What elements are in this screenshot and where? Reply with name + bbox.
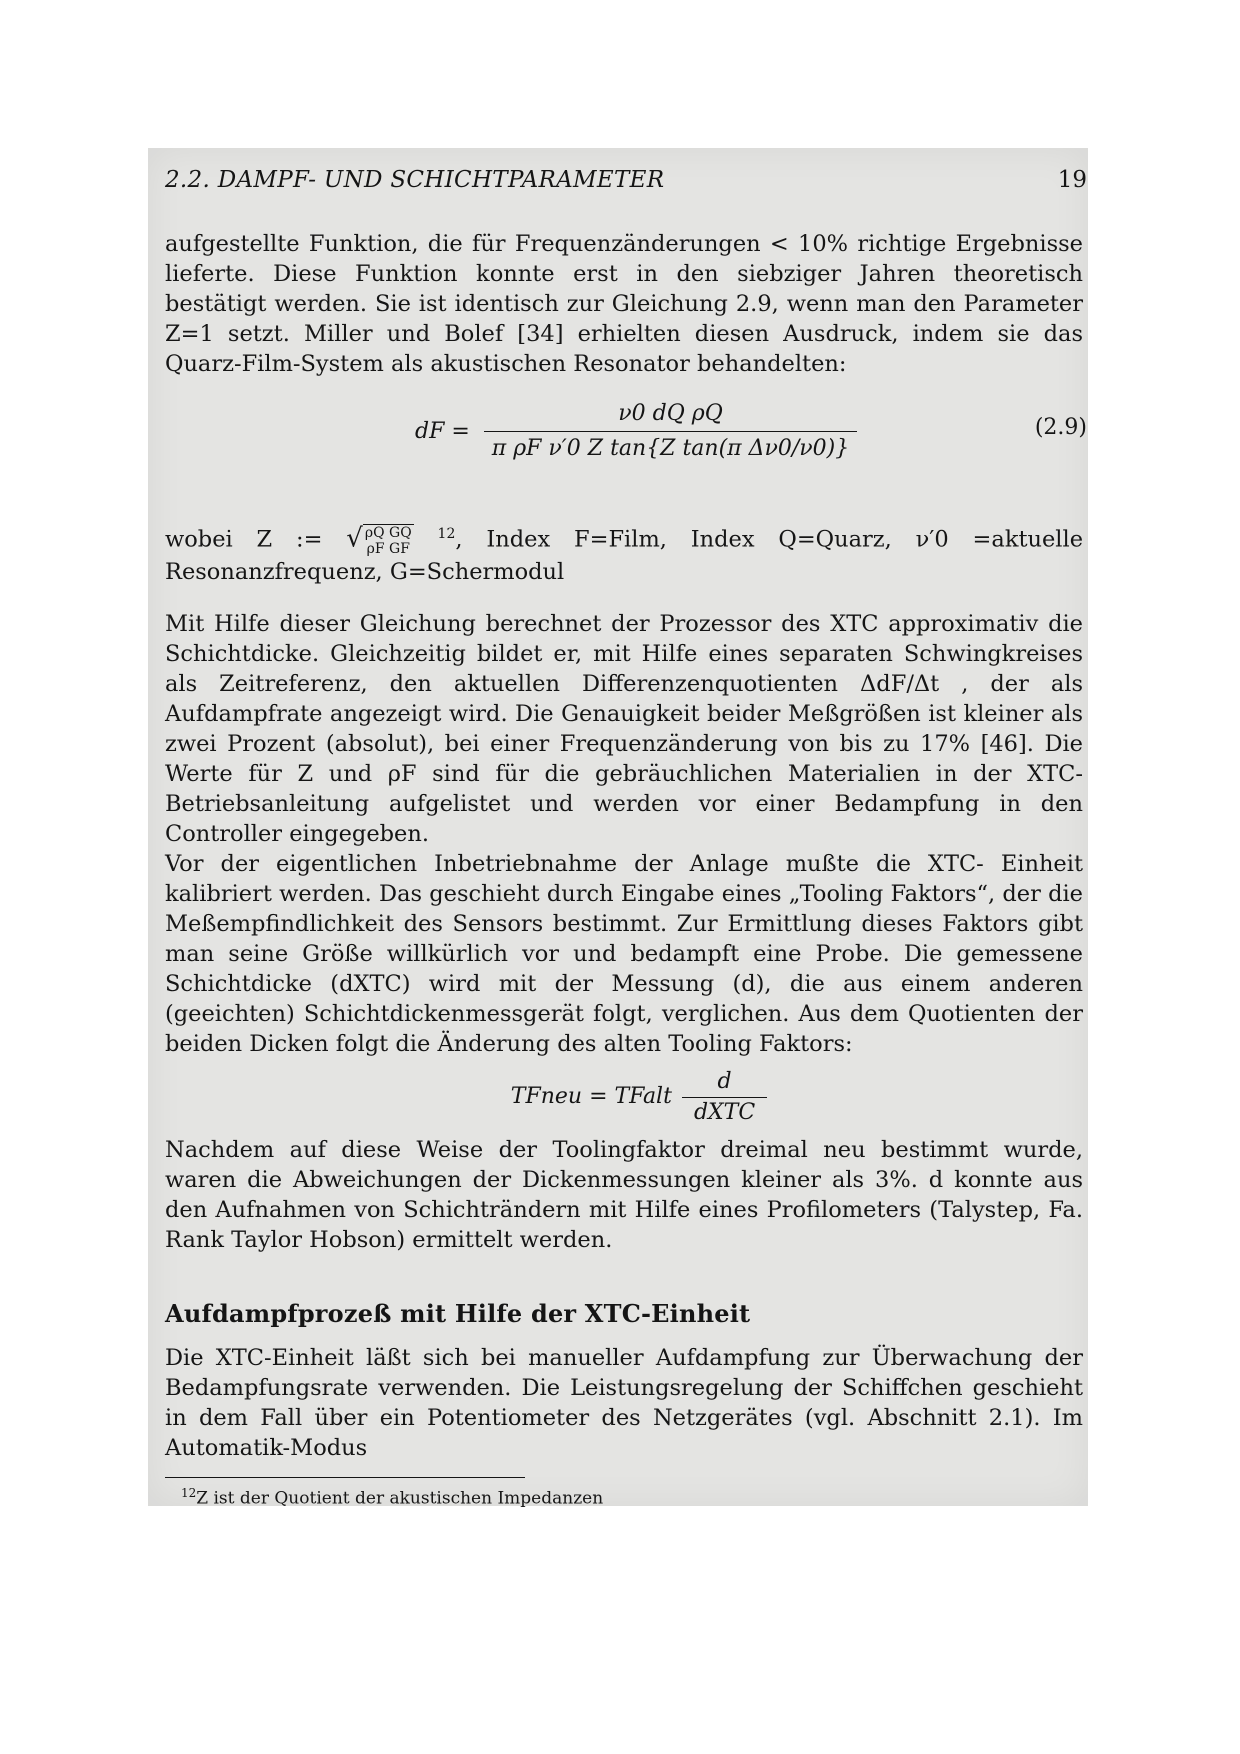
definition-suffix: , Index F=Film, Index Q=Quarz, ν′0 =aktuelle Resonanzfrequenz, G=Schermodul [165,526,1084,585]
footnote-divider [165,1477,525,1478]
sqrt-denominator: ρF GF [366,541,410,557]
paragraph-tooling: Vor der eigentlichen Inbetriebnahme der Anlage mußte die XTC- Einheit kalibriert werden. Das geschieht durch Eingabe eines „Tooling Faktors“, der die Meßempfindlichkeit des Sensors bestimmt. Zur Ermittlung dieses Faktors gibt man seine Größe willkürlich vor und bedampft eine Probe. Die gemessene Schichtdicke (dXTC) wird mit der Messung (d), die aus einem anderen (geeichten) Schichtdickenmessgerät folgt, verglichen. Aus dem Quotienten der beiden Dicken folgt die Änderung des alten Tooling Faktors: [165,851,1083,1057]
equation-number: (2.9) [1034,415,1087,440]
paragraph-result: Nachdem auf diese Weise der Toolingfaktor dreimal neu bestimmt wurde, waren die Abweichungen der Dickenmessungen kleiner als 3%. d konnte aus den Aufnahmen von Schichträndern mit Hilfe eines Profilometers (Talystep, Fa. Rank Taylor Hobson) ermittelt werden. [165,1137,1083,1253]
definition-prefix: wobei Z := [165,526,323,553]
footnote-text: Z ist der Quotient der akustischen Impedanzen [196,1488,604,1509]
tooling-numerator: d [717,1068,732,1094]
equation-definition [165,519,1083,587]
equation-body [415,399,857,464]
paragraph-section: Die XTC-Einheit läßt sich bei manueller Aufdampfung zur Überwachung der Bedampfungsrate verwenden. Die Leistungsregelung der Schiffchen geschieht in dem Fall über ein Potentiometer des Netzgerätes (vgl. Abschnitt 2.1). Im Automatik-Modus [165,1345,1083,1461]
tooling-equation-lhs: TFneu = TFalt [510,1084,672,1109]
tooling-denominator: dXTC [693,1099,756,1125]
footnote [165,1482,1083,1510]
equation-denominator: π ρF ν′0 Z tan{Z tan(π Δν0/ν0)} [491,436,850,461]
sqrt-fraction [363,524,414,557]
equation-fraction [484,399,857,464]
running-head: 2.2. DAMPF- UND SCHICHTPARAMETER [165,167,665,193]
equation-tooling-factor [195,1059,1083,1135]
paragraph-intro: aufgestellte Funktion, die für Frequenzänderungen < 10% richtige Ergebnisse lieferte. Diese Funktion konnte erst in den siebziger Jahren theoretisch bestätigt werden. Sie ist identisch zur Gleichung 2.9, wenn man den Parameter Z=1 setzt. Miller und Bolef [34] erhielten diesen Ausdruck, indem sie das Quarz-Film-System als akustischen Resonator behandelten: [165,231,1083,377]
page-header [165,165,1087,195]
paragraph-xtc: Mit Hilfe dieser Gleichung berechnet der Prozessor des XTC approximativ die Schichtdicke. Gleichzeitig bildet er, mit Hilfe eines separaten Schwingkreises als Zeitreferenz, den aktuellen Differenzenquotienten ΔdF/Δt , der als Aufdampfrate angezeigt wird. Die Genauigkeit beider Meßgrößen ist kleiner als zwei Prozent (absolut), bei einer Frequenzänderung von bis zu 17% [46]. Die Werte für Z und ρF sind für die gebräuchlichen Materialien in der XTC-Betriebsanleitung aufgelistet und werden vor einer Bedampfung in den Controller eingegeben. [165,611,1083,847]
page-number: 19 [1057,167,1087,193]
footnote-mark: 12 [181,1486,197,1500]
equation-lhs: dF = [415,418,470,444]
page-content [165,165,1087,1510]
sqrt-icon: √ [346,523,363,554]
equation-numerator: ν0 dQ ρQ [618,401,723,426]
footnote-reference: 12 [437,526,456,542]
tooling-fraction [682,1067,767,1128]
equation-2-9 [165,389,1087,497]
sqrt-numerator: ρQ GQ [364,525,412,541]
spacer [165,587,1083,609]
section-heading: Aufdampfprozeß mit Hilfe der XTC-Einheit [165,1299,751,1328]
